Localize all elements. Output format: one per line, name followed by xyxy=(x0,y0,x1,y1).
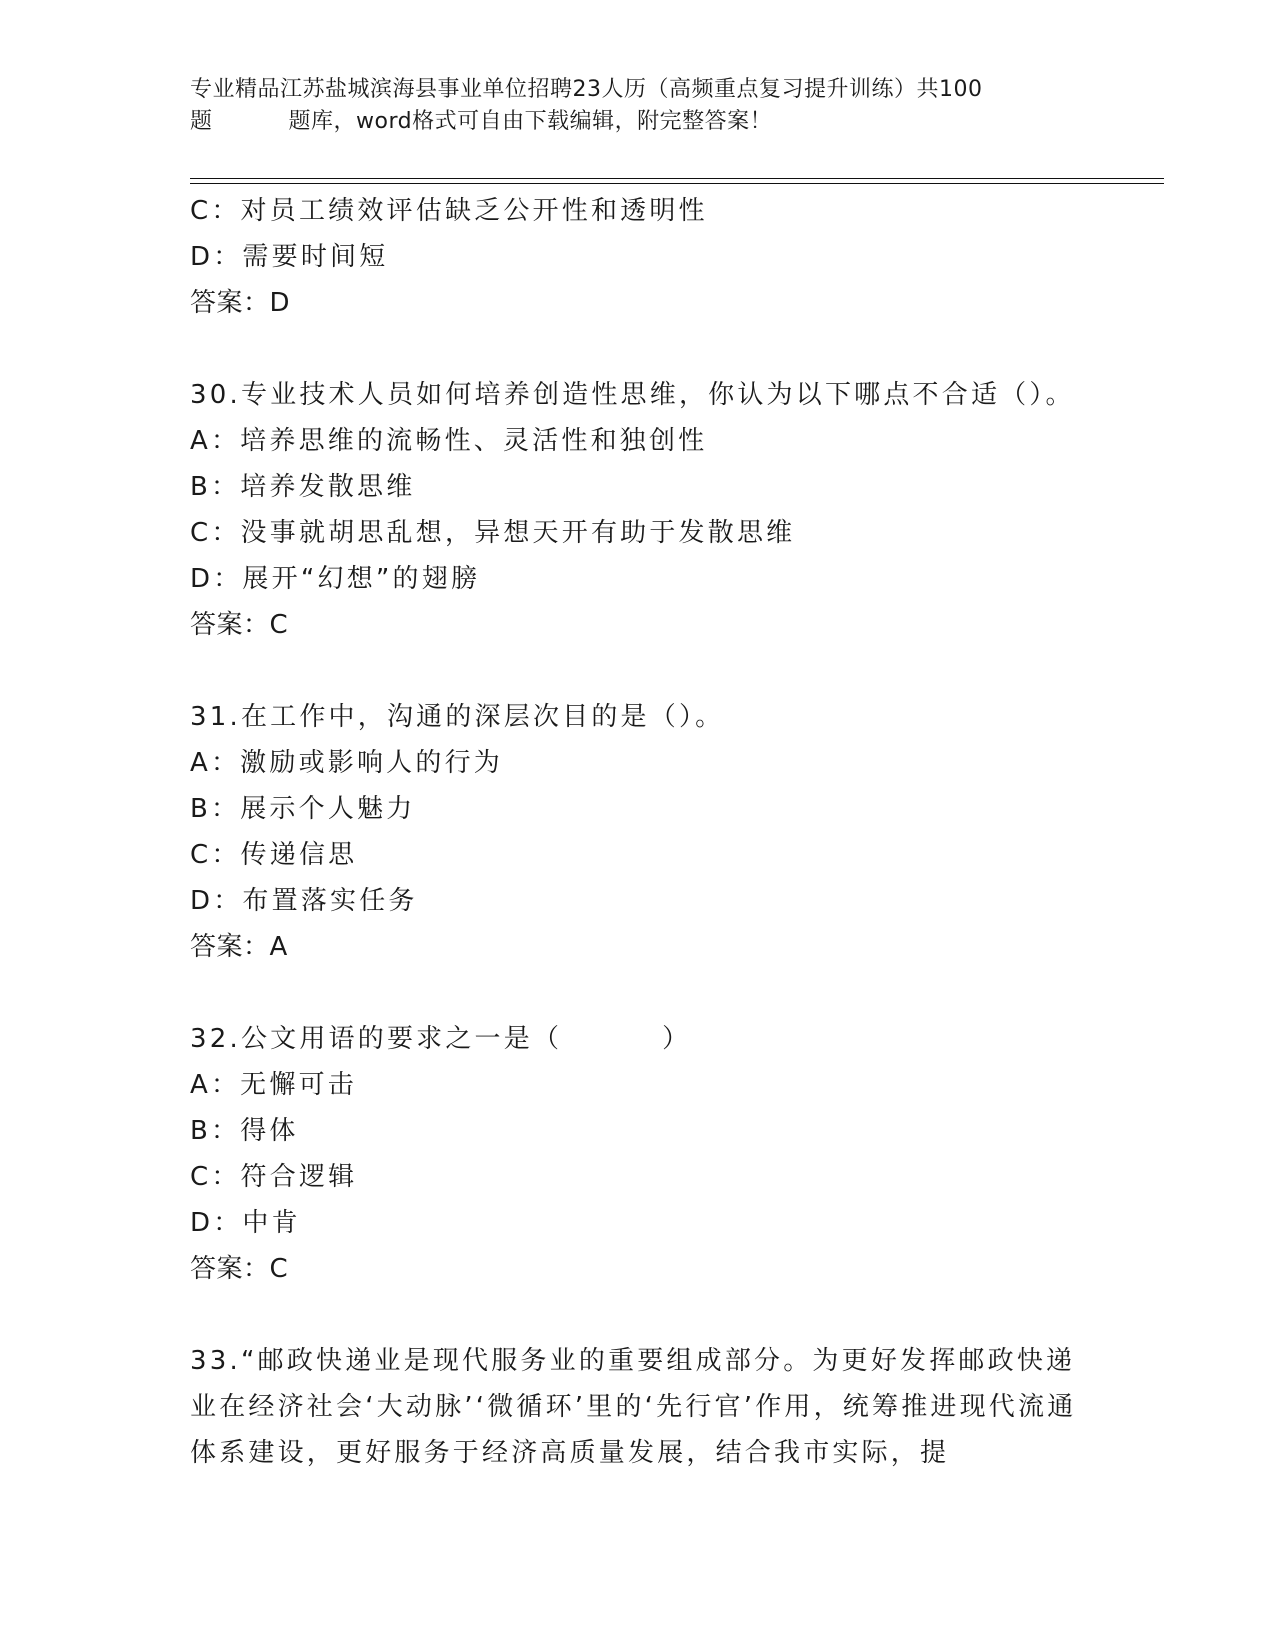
spacer xyxy=(190,326,1090,372)
question-items xyxy=(190,188,1090,1016)
header-title-line2-tail: 题库，word格式可自由下载编辑，附完整答案！ xyxy=(288,109,773,134)
answer-line: 答案：C xyxy=(190,610,289,640)
question-stem-tail: ） xyxy=(662,1024,692,1054)
spacer xyxy=(190,1292,1090,1338)
option-line: D：布置落实任务 xyxy=(190,886,418,916)
option-d: D：中肯 xyxy=(190,1208,301,1238)
page-header xyxy=(190,74,1090,138)
question-32 xyxy=(190,1016,1090,1338)
header-rule-bottom xyxy=(190,183,1164,184)
option-c: C：符合逻辑 xyxy=(190,1162,358,1192)
header-title-line1: 专业精品江苏盐城滨海县事业单位招聘23人历（高频重点复习提升训练）共100 xyxy=(190,77,983,102)
header-title-line2-head: 题 xyxy=(190,109,213,134)
question-stem xyxy=(190,1016,1090,1062)
question-stem-head: 32.公文用语的要求之一是（ xyxy=(190,1024,563,1054)
header-rule-top xyxy=(190,178,1164,179)
option-line: D：需要时间短 xyxy=(190,242,389,272)
option-line: D：展开“幻想”的翅膀 xyxy=(190,564,481,594)
option-line: B：展示个人魅力 xyxy=(190,794,416,824)
option-b: B：得体 xyxy=(190,1116,299,1146)
spacer xyxy=(190,648,1090,694)
question-stem: 31.在工作中，沟通的深层次目的是（）。 xyxy=(190,702,725,732)
option-line: C：没事就胡思乱想，异想天开有助于发散思维 xyxy=(190,518,796,548)
option-line: A：激励或影响人的行为 xyxy=(190,748,503,778)
option-line: B：培养发散思维 xyxy=(190,472,416,502)
answer-line: 答案：D xyxy=(190,288,291,318)
answer-line: 答案：C xyxy=(190,1254,289,1284)
answer-line: 答案：A xyxy=(190,932,288,962)
question-list xyxy=(190,188,1090,1476)
header-title-line2 xyxy=(190,106,1090,138)
question-stem: 30.专业技术人员如何培养创造性思维，你认为以下哪点不合适（）。 xyxy=(190,380,1075,410)
option-line: C：对员工绩效评估缺乏公开性和透明性 xyxy=(190,196,708,226)
question-33: 33.“邮政快递业是现代服务业的重要组成部分。为更好发挥邮政快递业在经济社会‘大动脉’‘微循环’里的‘先行官’作用，统筹推进现代流通体系建设，更好服务于经济高质量发展，结合我市实际，提 xyxy=(190,1346,1077,1468)
spacer xyxy=(190,970,1090,1016)
option-line: A：培养思维的流畅性、灵活性和独创性 xyxy=(190,426,708,456)
option-a: A：无懈可击 xyxy=(190,1070,357,1100)
option-line: C：传递信思 xyxy=(190,840,358,870)
